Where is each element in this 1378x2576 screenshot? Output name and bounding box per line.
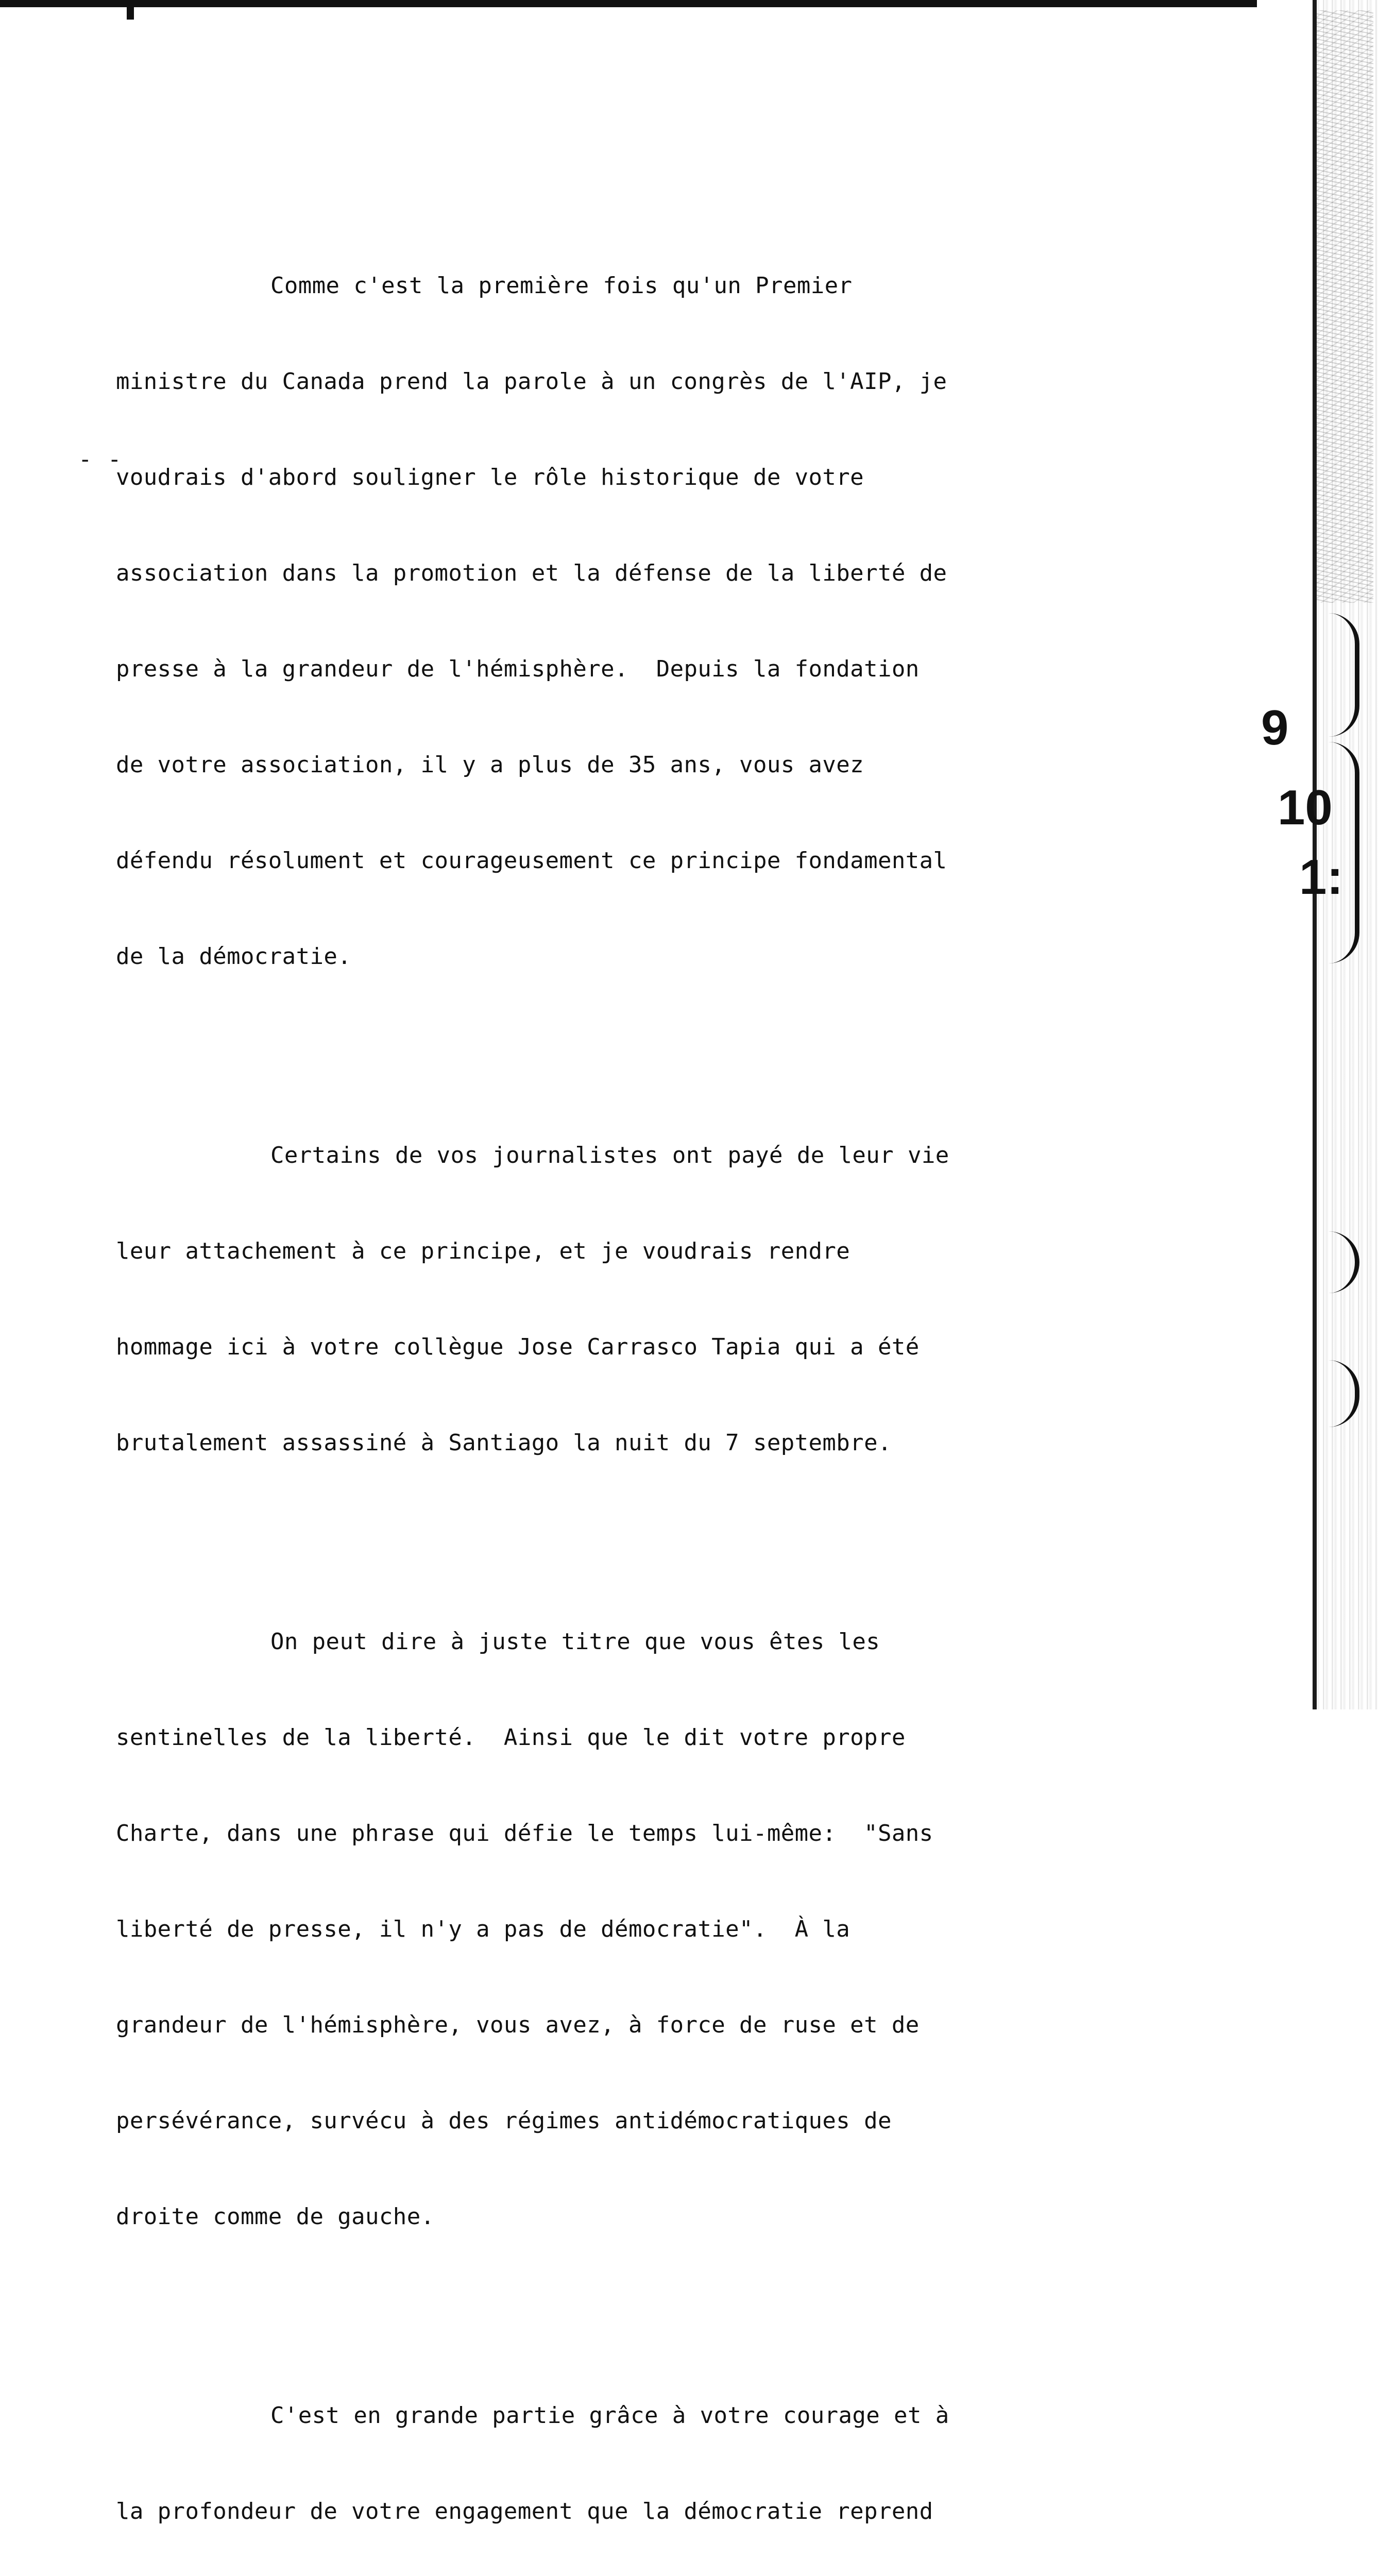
margin-mark: - - (78, 446, 123, 472)
text-line: presse à la grandeur de l'hémisphère. Depuis la fondation (116, 656, 920, 682)
text-line: la profondeur de votre engagement que la démocratie reprend (116, 2498, 933, 2524)
page-edge-texture (1317, 10, 1373, 603)
paragraph (116, 206, 1095, 1037)
text-line: sentinelles de la liberté. Ainsi que le dit votre propre (116, 1724, 906, 1751)
text-line: liberté de presse, il n'y a pas de démocratie". À la (116, 1916, 850, 1942)
text-line: hommage ici à votre collègue Jose Carrasco Tapia qui a été (116, 1334, 920, 1360)
paragraph (116, 1562, 1095, 2297)
scan-top-mark (127, 5, 134, 20)
page-tab-9: 9 (1261, 700, 1289, 755)
text-line: Certains de vos journalistes ont payé de leur vie (270, 1142, 949, 1168)
text-line: On peut dire à juste titre que vous êtes les (270, 1629, 880, 1655)
text-line: leur attachement à ce principe, et je voudrais rendre (116, 1238, 850, 1264)
page-tab-10: 10 (1278, 780, 1333, 835)
text-line: ministre du Canada prend la parole à un congrès de l'AIP, je (116, 368, 947, 395)
text-line: voudrais d'abord souligner le rôle historique de votre (116, 464, 864, 490)
text-line: Comme c'est la première fois qu'un Premier (270, 273, 853, 299)
text-line: de la démocratie. (116, 943, 352, 970)
page-edge-curl (1308, 613, 1359, 737)
page-tab-11: 1: (1299, 850, 1343, 905)
text-line: de votre association, il y a plus de 35 ans, vous avez (116, 752, 864, 778)
text-line: grandeur de l'hémisphère, vous avez, à force de ruse et de (116, 2012, 920, 2038)
text-line: droite comme de gauche. (116, 2204, 435, 2230)
text-line: brutalement assassiné à Santiago la nuit du 7 septembre. (116, 1430, 892, 1456)
document-body (116, 206, 1095, 2576)
text-line: association dans la promotion et la défense de la liberté de (116, 560, 947, 586)
text-line: défendu résolument et courageusement ce principe fondamental (116, 848, 947, 874)
text-line: Charte, dans une phrase qui défie le temps lui-même: "Sans (116, 1820, 933, 1846)
paragraph (116, 1076, 1095, 1523)
text-line: C'est en grande partie grâce à votre courage et à (270, 2402, 949, 2429)
scan-top-border (0, 0, 1257, 7)
text-line: persévérance, survécu à des régimes antidémocratiques de (116, 2108, 892, 2134)
paragraph (116, 2336, 1095, 2576)
